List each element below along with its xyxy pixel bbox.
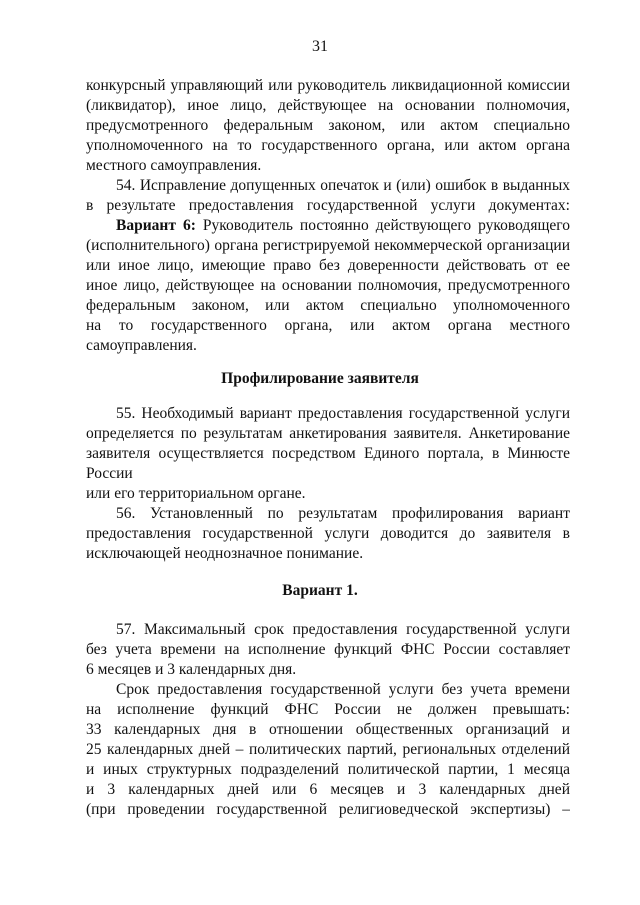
text-line: (при проведении государственной религиоведческой экспертизы) –	[86, 801, 570, 818]
text-line: иное лицо, действующее на основании полномочия, предусмотренного	[86, 277, 570, 294]
text-line: или его территориальном органе.	[86, 485, 306, 502]
text-line: заявителя осуществляется посредством Единого портала, в Минюсте	[86, 445, 570, 462]
text-line: конкурсный управляющий или руководитель ликвидационной комиссии	[86, 77, 570, 94]
text-line: без учета времени на исполнение функций ФНС России составляет	[86, 641, 570, 658]
text-line: и 3 календарных дней или 6 месяцев и 3 календарных дней	[86, 781, 570, 798]
text-line: исключающей неоднозначное понимание.	[86, 545, 364, 562]
text-line: и иных структурных подразделений политической партии, 1 месяца	[86, 761, 570, 778]
text-line: 25 календарных дней – политических партий, региональных отделений	[86, 741, 570, 758]
paragraph-54	[86, 176, 570, 216]
paragraph-55	[86, 404, 570, 504]
text-line: России	[86, 465, 133, 482]
text-line: 55. Необходимый вариант предоставления государственной услуги	[116, 405, 570, 422]
section-heading-variant-1: Вариант 1.	[282, 582, 358, 599]
text-line: федеральным законом, или актом специально уполномоченного	[86, 297, 570, 314]
text-line: 54. Исправление допущенных опечаток и (или) ошибок в выданных	[116, 177, 570, 194]
paragraph-term	[86, 680, 570, 820]
paragraph-variant-6	[86, 216, 570, 356]
text-line: 56. Установленный по результатам профилирования вариант	[116, 505, 570, 522]
variant-6-first-line-text: Руководитель постоянно действующего руководящего	[202, 217, 570, 234]
text-line: самоуправления.	[86, 337, 197, 354]
text-line: предусмотренного федеральным законом, или актом специально	[86, 117, 570, 134]
text-line: предоставления государственной услуги доводится до заявителя в	[86, 525, 570, 542]
text-line: на то государственного органа, или актом органа местного	[86, 317, 570, 334]
text-line: (ликвидатор), иное лицо, действующее на основании полномочия,	[86, 97, 570, 114]
text-line: 6 месяцев и 3 календарных дня.	[86, 661, 297, 678]
paragraph-57	[86, 620, 570, 680]
section-heading-profiling: Профилирование заявителя	[221, 370, 419, 387]
text-line: уполномоченного на то государственного органа, или актом органа	[86, 137, 570, 154]
text-line: 57. Максимальный срок предоставления государственной услуги	[116, 621, 570, 638]
paragraph-liquidator	[86, 76, 570, 176]
text-line: 33 календарных дня в отношении общественных организаций и	[86, 721, 570, 738]
text-line: или иное лицо, имеющие право без доверенности действовать от ее	[86, 257, 570, 274]
text-line: в результате предоставления государственной услуги документах:	[86, 197, 570, 214]
variant-6-label: Вариант 6:	[116, 217, 196, 234]
text-line: Срок предоставления государственной услуги без учета времени	[116, 681, 570, 698]
text-line: определяется по результатам анкетирования заявителя. Анкетирование	[86, 425, 570, 442]
text-line	[86, 216, 570, 236]
paragraph-56	[86, 504, 570, 564]
text-line: местного самоуправления.	[86, 157, 262, 174]
page-number: 31	[312, 38, 328, 55]
text-line: (исполнительного) органа регистрируемой некоммерческой организации	[86, 237, 570, 254]
text-line: на исполнение функций ФНС России не должен превышать:	[86, 701, 570, 718]
